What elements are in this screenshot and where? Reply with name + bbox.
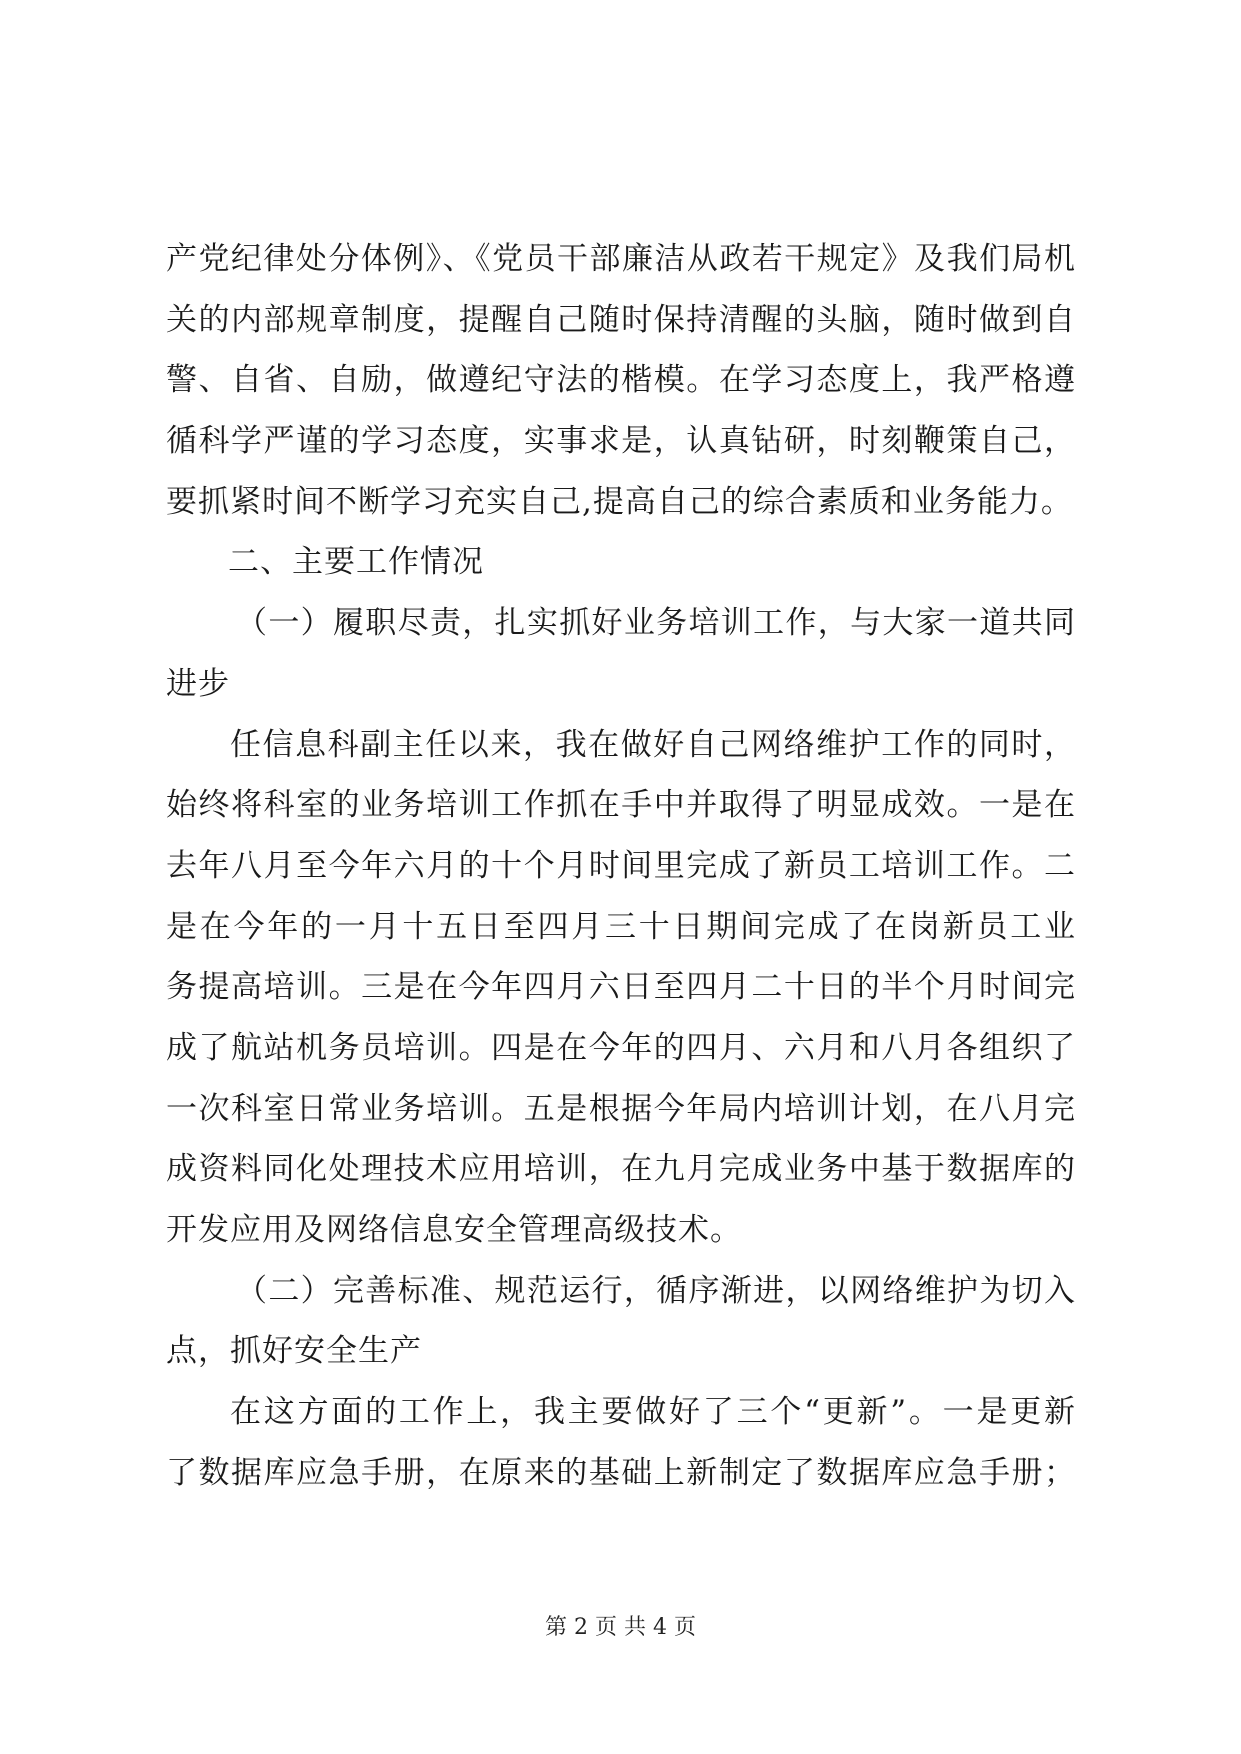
text-line: 务提高培训。三是在今年四月六日至四月二十日的半个月时间完 — [166, 969, 1076, 1006]
text-line: 产党纪律处分体例》、《党员干部廉洁从政若干规定》及我们局机 — [166, 241, 1076, 277]
text-line: 了数据库应急手册，在原来的基础上新制定了数据库应急手册； — [166, 1454, 1076, 1491]
text-line: 是在今年的一月十五日至四月三十日期间完成了在岗新员工业 — [166, 908, 1076, 945]
paragraph-first-line: 在这方面的工作上，我主要做好了三个“更新”。一是更新 — [230, 1394, 1076, 1431]
subsection-heading-continued: 进步 — [166, 665, 230, 702]
text-line: 开发应用及网络信息安全管理高级技术。 — [166, 1212, 742, 1248]
paragraph-first-line: 任信息科副主任以来，我在做好自己网络维护工作的同时， — [230, 726, 1076, 763]
text-line: 警、自省、自励，做遵纪守法的楷模。在学习态度上，我严格遵 — [166, 362, 1076, 399]
subsection-heading: （一）履职尽责，扎实抓好业务培训工作，与大家一道共同 — [236, 605, 1076, 642]
text-line: 始终将科室的业务培训工作抓在手中并取得了明显成效。一是在 — [166, 787, 1076, 824]
document-body — [166, 229, 1076, 1503]
subsection-heading: （二）完善标准、规范运行，循序渐进，以网络维护为切入 — [236, 1272, 1076, 1309]
text-line: 去年八月至今年六月的十个月时间里完成了新员工培训工作。二 — [166, 847, 1076, 884]
section-heading: 二、主要工作情况 — [228, 544, 484, 581]
text-line: 循科学严谨的学习态度，实事求是，认真钻研，时刻鞭策自己， — [166, 423, 1076, 460]
text-line: 要抓紧时间不断学习充实自己,提高自己的综合素质和业务能力。 — [166, 483, 1073, 520]
text-line: 成资料同化处理技术应用培训，在九月完成业务中基于数据库的 — [166, 1151, 1076, 1188]
text-line: 关的内部规章制度，提醒自己随时保持清醒的头脑，随时做到自 — [166, 301, 1076, 338]
text-line: 一次科室日常业务培训。五是根据今年局内培训计划，在八月完 — [166, 1090, 1076, 1127]
page-number-footer: 第 2 页 共 4 页 — [545, 1615, 696, 1640]
text-line: 成了航站机务员培训。四是在今年的四月、六月和八月各组织了 — [166, 1029, 1076, 1066]
subsection-heading-continued: 点，抓好安全生产 — [166, 1333, 422, 1370]
